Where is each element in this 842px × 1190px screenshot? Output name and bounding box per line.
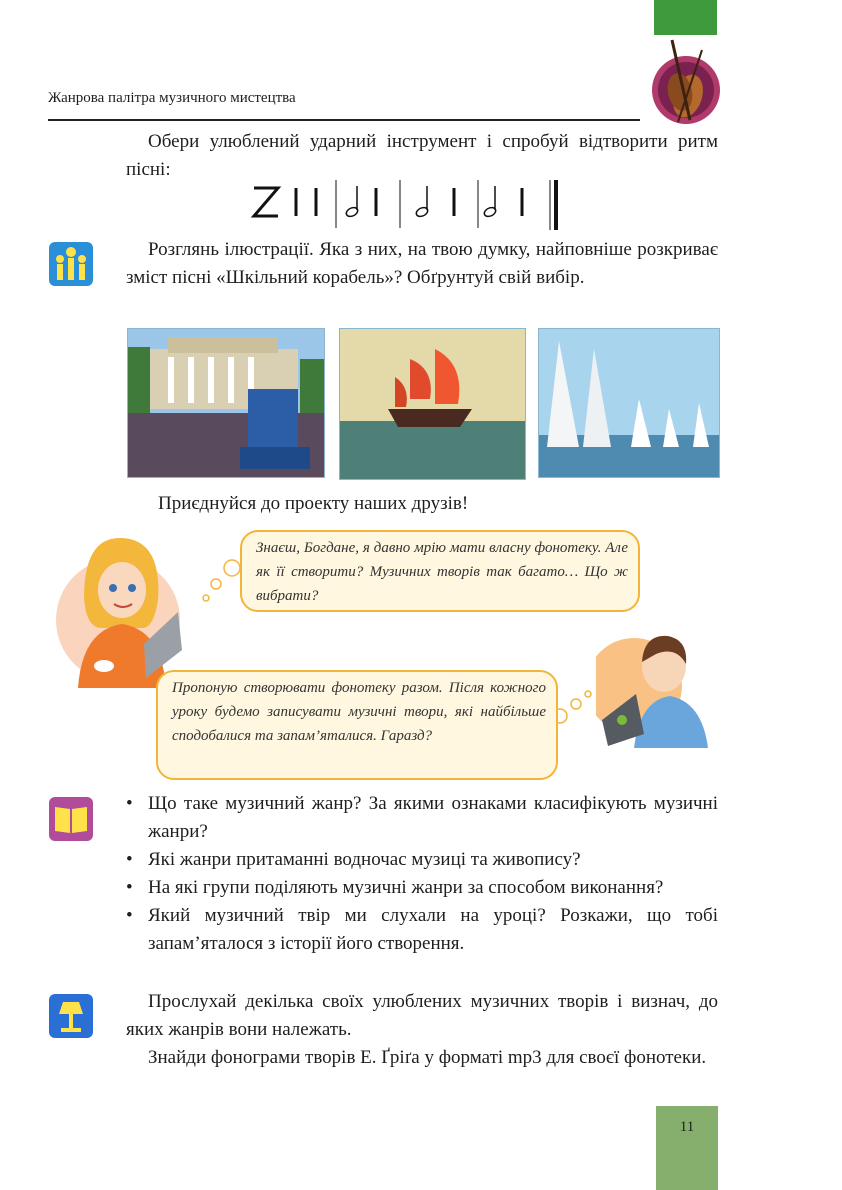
boy-speech-bubble: Пропоную створювати фонотеку разом. Після кожного уроку будемо записувати музичні твори, які найбільше сподобалися та запам’яталися. Гаразд? bbox=[156, 670, 558, 780]
girl-illustration bbox=[48, 528, 188, 688]
chapter-tab bbox=[654, 0, 717, 35]
question-item: • Що таке музичний жанр? За якими ознаками класифікують музичні жанри? bbox=[122, 790, 718, 846]
page-number: 11 bbox=[679, 1119, 695, 1135]
girl-speech-bubble: Знаєш, Богдане, я давно мрію мати власну фонотеку. Але як її створити? Музичних творів так багато… Що ж вибрати? bbox=[240, 530, 640, 612]
lamp-icon bbox=[49, 994, 93, 1038]
header-divider bbox=[48, 119, 640, 121]
theatre-icon bbox=[49, 242, 93, 286]
question-item: • Який музичний твір ми слухали на уроці? Розкажи, що тобі запам’яталося з історії його створення. bbox=[122, 902, 718, 958]
homework-text bbox=[126, 988, 718, 1072]
question-item: • На які групи поділяють музичні жанри за способом виконання? bbox=[122, 874, 718, 902]
homework-paragraph-2: Знайди фонограми творів Е. Ґріґа у форматі mp3 для своєї фонотеки. bbox=[148, 1047, 707, 1068]
questions-list bbox=[122, 790, 718, 958]
question-item: • Які жанри притаманні водночас музиці та живопису? bbox=[122, 846, 718, 874]
book-icon bbox=[49, 797, 93, 841]
violin-logo bbox=[650, 38, 722, 130]
photo-scarlet-sails bbox=[339, 328, 526, 480]
join-project-text: Приєднуйся до проекту наших друзів! bbox=[158, 493, 469, 514]
photo-sailboats bbox=[538, 328, 720, 478]
boy-illustration bbox=[596, 624, 720, 748]
illustration-task-text: Розглянь ілюстрації. Яка з них, на твою думку, найповніше розкриває зміст пісні «Шкільний корабель»? Обґрунтуй свій вибір. bbox=[126, 239, 718, 288]
header-title: Жанрова палітра музичного мистецтва bbox=[48, 90, 296, 106]
rhythm-notation bbox=[250, 174, 570, 230]
photo-school-ceremony bbox=[127, 328, 325, 478]
rhythm-task-text: Обери улюблений ударний інструмент і спробуй відтворити ритм пісні: bbox=[126, 131, 718, 180]
girl-thought-dots bbox=[196, 548, 246, 608]
homework-paragraph-1: Прослухай декілька своїх улюблених музичних творів і визнач, до яких жанрів вони належать. bbox=[126, 991, 718, 1040]
